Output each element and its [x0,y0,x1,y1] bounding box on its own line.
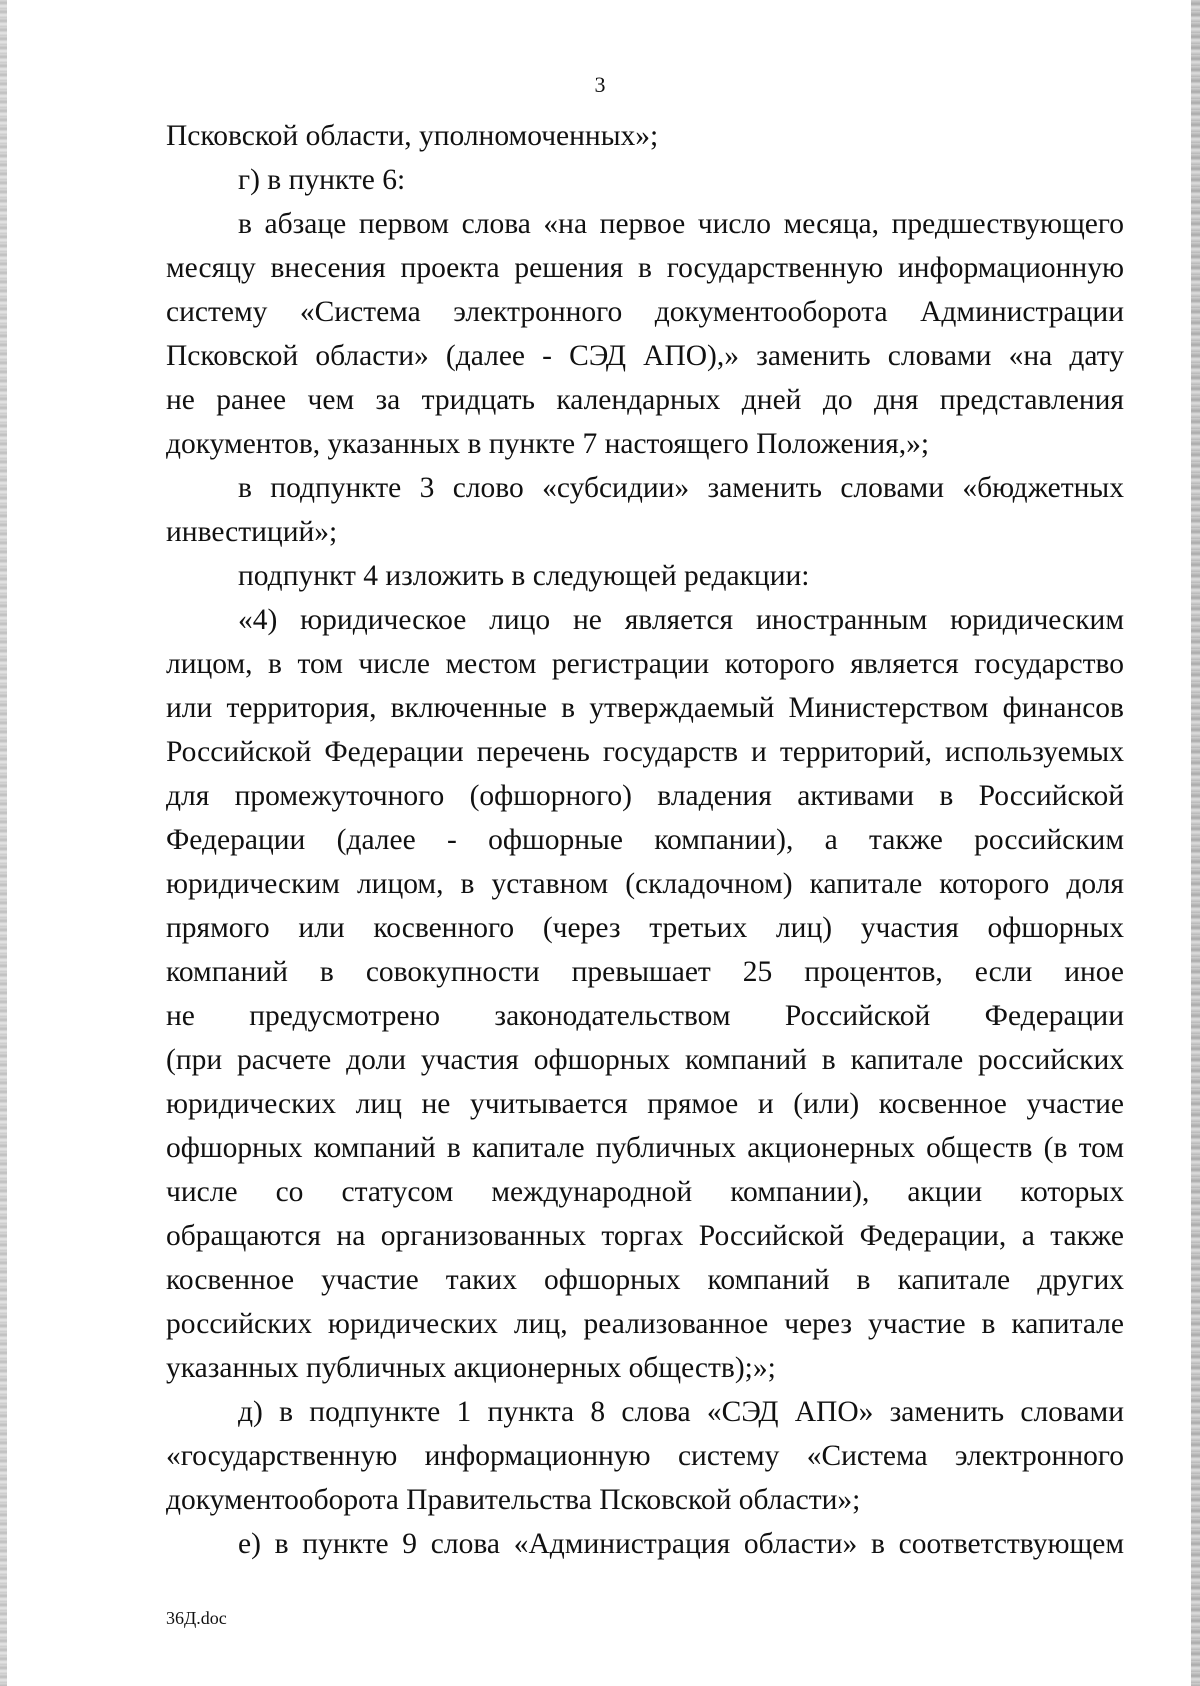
text-line: Федерации (далее - офшорные компании), а также российским [166,824,1124,856]
text-line: офшорных компаний в капитале публичных акционерных обществ (в том [166,1132,1124,1164]
text-line: инвестиций»; [166,516,338,548]
text-line: прямого или косвенного (через третьих лиц) участия офшорных [166,912,1124,944]
text-line: российских юридических лиц, реализованное через участие в капитале [166,1308,1124,1340]
text-line: не ранее чем за тридцать календарных дней до дня представления [166,384,1124,416]
text-line: в подпункте 3 слово «субсидии» заменить словами «бюджетных [238,472,1124,504]
text-line: для промежуточного (офшорного) владения активами в Российской [166,780,1124,812]
text-line: д) в подпункте 1 пункта 8 слова «СЭД АПО» заменить словами [238,1396,1124,1428]
text-line: г) в пункте 6: [238,164,406,196]
text-line: в абзаце первом слова «на первое число месяца, предшествующего [238,208,1124,240]
text-line: документооборота Правительства Псковской области»; [166,1484,861,1516]
text-line: е) в пункте 9 слова «Администрация области» в соответствующем [238,1528,1124,1560]
text-line: «4) юридическое лицо не является иностранным юридическим [238,604,1124,636]
text-line: косвенное участие таких офшорных компаний в капитале других [166,1264,1124,1296]
text-line: не предусмотрено законодательством Российской Федерации [166,1000,1124,1032]
text-line: обращаются на организованных торгах Российской Федерации, а также [166,1220,1124,1252]
text-line: Псковской области» (далее - СЭД АПО),» заменить словами «на дату [166,340,1124,372]
text-line: лицом, в том числе местом регистрации которого является государство [166,648,1124,680]
text-line: числе со статусом международной компании), акции которых [166,1176,1124,1208]
text-line: юридическим лицом, в уставном (складочном) капитале которого доля [166,868,1124,900]
text-line: указанных публичных акционерных обществ);»; [166,1352,776,1384]
text-line: документов, указанных в пункте 7 настоящего Положения,»; [166,428,930,460]
text-line: (при расчете доли участия офшорных компаний в капитале российских [166,1044,1124,1076]
scan-edge-right [1191,0,1200,1686]
text-line: компаний в совокупности превышает 25 процентов, если иное [166,956,1124,988]
scan-edge-left [0,0,7,1686]
text-line: Псковской области, уполномоченных»; [166,120,659,152]
document-filename-footer: 36Д.doc [166,1608,227,1628]
text-line: «государственную информационную систему «Система электронного [166,1440,1124,1472]
text-line: систему «Система электронного документооборота Администрации [166,296,1124,328]
text-line: месяцу внесения проекта решения в государственную информационную [166,252,1124,284]
text-line: подпункт 4 изложить в следующей редакции: [238,560,810,592]
text-line: или территория, включенные в утверждаемый Министерством финансов [166,692,1124,724]
text-line: Российской Федерации перечень государств и территорий, используемых [166,736,1124,768]
text-line: юридических лиц не учитывается прямое и (или) косвенное участие [166,1088,1124,1120]
page-number: 3 [594,72,606,97]
